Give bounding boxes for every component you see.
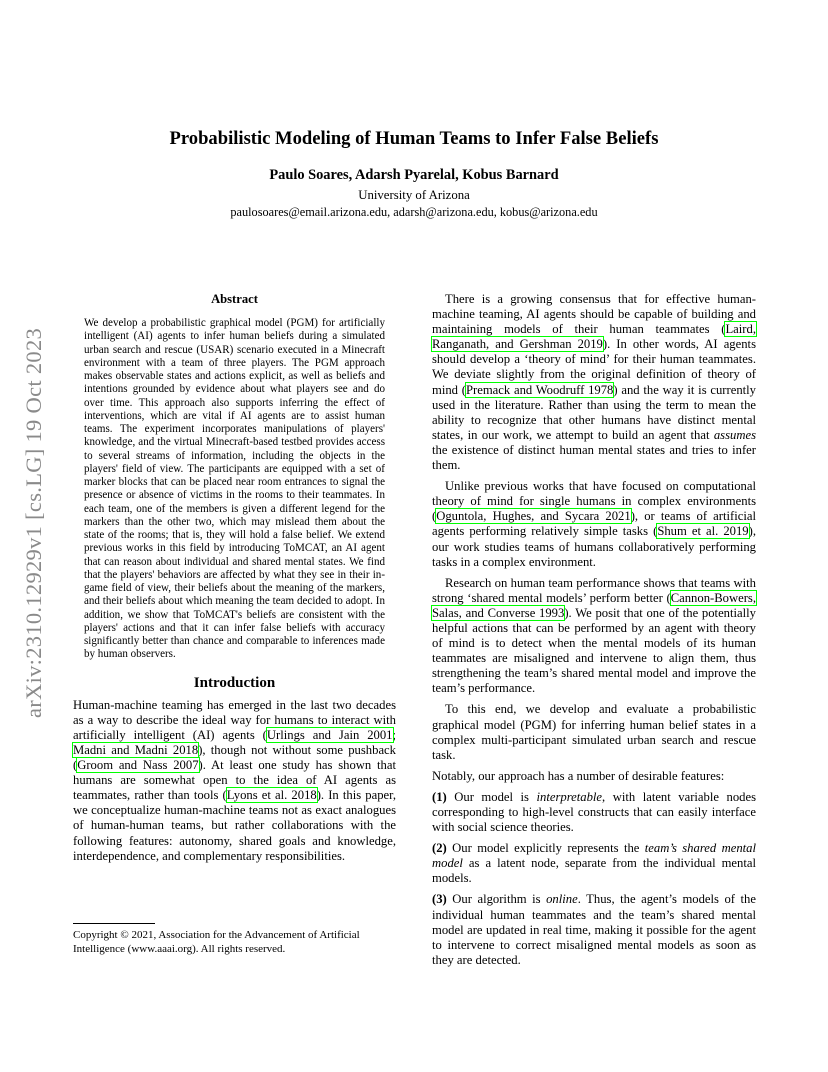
text-run: , with latent variable nodes corresponding to high-level constructs that can easily interface with social science theories. bbox=[432, 789, 756, 835]
text-run: There is a growing consensus that for effective human-machine teaming, AI agents should be capable of building and maintaining models of their human teammates ( bbox=[432, 292, 756, 337]
text-run: ). In this paper, we conceptualize human-machine teams not as exact analogues of human-human teams, but rather collaborations with the following features: autonomy, shared goals and knowledge, interdependence, and complementary responsibilities. bbox=[73, 788, 396, 863]
text-run: ). We posit that one of the potentially helpful actions that can be performed by an agent with theory of mind is to detect when the mental models of its human teammates are misaligned and intervene to align them, thus strengthening the team’s shared mental model and improve the team’s performance. bbox=[432, 605, 756, 696]
text-run: Our model explicitly represents the bbox=[446, 841, 645, 856]
feature-item-3 bbox=[432, 892, 756, 967]
emphasis-text: team’s shared mental model bbox=[432, 841, 756, 871]
body-paragraph: To this end, we develop and evaluate a probabilistic graphical model (PGM) for inferring human belief states in a complex multi-participant simulated urban search and rescue task. bbox=[432, 702, 756, 762]
citation-link[interactable]: Cannon-Bowers, Salas, and Converse 1993 bbox=[432, 590, 756, 620]
right-column bbox=[432, 292, 756, 968]
abstract-text: We develop a probabilistic graphical model (PGM) for artificially intelligent (AI) agents to infer human beliefs during a simulated urban search and rescue (USAR) scenario executed in a Minecraft environment with a team of three players. The PGM approach makes observable states and actions explicit, as well as beliefs and intentions grounded by evidence about what players see and do over time. This approach also supports inferring the effect of interventions, which are vital if AI agents are to assist human teams. The experiment incorporates manipulations of players' knowledge, and the virtual Minecraft-based testbed provides access to several streams of information, including the objects in the players' field of view. The participants are equipped with a set of marker blocks that can be placed near room entrances to signal the presence or absence of victims in the rooms to their teammates. In each team, one of the members is given a different legend for the markers than the other two, which may mislead them about the state of the rooms; that is, they will hold a false belief. We extend previous works in this field by introducing ToMCAT, an AI agent that can reason about individual and shared mental states. We find that the players' behaviors are affected by what they see in their in-game field of view, their beliefs about the meaning of the markers, and their beliefs about which meaning the team decided to adopt. In addition, we show that ToMCAT's beliefs are consistent with the players' actions and that it can infer false beliefs with accuracy significantly better than chance and comparable to inferences made by human observers. bbox=[84, 317, 385, 661]
text-run: . Thus, the agent’s models of the individual human teammates and the team’s shared mental model are updated in real time, making it possible for the agent to intervene to correct misaligned mental models as soon as they are detected. bbox=[432, 892, 756, 967]
arxiv-identifier-text: arXiv:2310.12929v1 [cs.LG] 19 Oct 2023 bbox=[21, 327, 46, 719]
text-run: Unlike previous works that have focused on computational theory of mind for single humans in complex environments ( bbox=[432, 479, 756, 524]
citation-link[interactable]: Oguntola, Hughes, and Sycara 2021 bbox=[436, 509, 631, 524]
citation-link[interactable]: Madni and Madni 2018 bbox=[73, 742, 199, 757]
citation-link[interactable]: Laird, Ranganath, and Gershman 2019 bbox=[432, 322, 756, 352]
feature-item-2 bbox=[432, 841, 756, 886]
text-run: Our algorithm is bbox=[446, 892, 547, 907]
feature-item-1 bbox=[432, 790, 756, 835]
copyright-text: Copyright © 2021, Association for the Advancement of Artificial Intelligence (www.aaai.org). All rights reserved. bbox=[73, 929, 360, 955]
paper-header bbox=[0, 128, 828, 220]
text-run: ), though not without some pushback ( bbox=[73, 742, 396, 773]
citation-link[interactable]: Lyons et al. 2018 bbox=[226, 788, 317, 803]
text-run: Human-machine teaming has emerged in the last two decades as a way to describe the ideal way for humans to interact with artificially intelligent (AI) agents ( bbox=[73, 697, 396, 742]
left-column bbox=[73, 292, 396, 864]
emphasis-text: interpretable bbox=[536, 789, 603, 804]
text-run: ), or teams of artificial agents performing relatively simple tasks ( bbox=[432, 509, 756, 539]
text-run: Research on human team performance shows that teams with strong ‘shared mental models’ perform better ( bbox=[432, 575, 756, 605]
text-run: ; bbox=[392, 727, 397, 742]
paper-authors: Paulo Soares, Adarsh Pyarelal, Kobus Barnard bbox=[269, 167, 559, 184]
text-run: as a latent node, separate from the individual mental models. bbox=[432, 856, 756, 886]
author-affiliation: University of Arizona bbox=[358, 188, 470, 203]
text-run: ) and the way it is currently used in the literature. Rather than using the term to mean the ability to recognize that other humans have distinct mental states, in our work, we attempt to build an agent that bbox=[432, 382, 757, 442]
citation-link[interactable]: Groom and Nass 2007 bbox=[77, 758, 199, 773]
body-paragraph bbox=[432, 576, 756, 697]
citation-link[interactable]: Urlings and Jain 2001 bbox=[266, 727, 393, 742]
body-paragraph bbox=[432, 479, 756, 570]
feature-number: (1) bbox=[432, 789, 447, 804]
copyright-notice bbox=[73, 923, 403, 956]
emphasis-text: online bbox=[546, 892, 578, 907]
author-emails: paulosoares@email.arizona.edu, adarsh@arizona.edu, kobus@arizona.edu bbox=[230, 204, 598, 219]
abstract-heading: Abstract bbox=[211, 292, 258, 306]
citation-link[interactable]: Premack and Woodruff 1978 bbox=[465, 382, 614, 397]
body-paragraph bbox=[432, 292, 756, 473]
text-run: the existence of distinct human mental states and tries to infer them. bbox=[432, 442, 756, 473]
text-run: Our model is bbox=[446, 789, 537, 804]
emphasis-text: assumes bbox=[713, 427, 756, 442]
text-run: ). At least one study has shown that humans are somewhat open to the idea of AI agents as teammates, rather than tools ( bbox=[73, 758, 396, 803]
features-intro: Notably, our approach has a number of desirable features: bbox=[432, 768, 725, 783]
text-run: ), our work studies teams of humans collaboratively performing tasks in a complex environment. bbox=[432, 524, 757, 569]
feature-number: (3) bbox=[432, 892, 447, 907]
citation-link[interactable]: Shum et al. 2019 bbox=[657, 524, 749, 539]
feature-number: (2) bbox=[432, 841, 447, 856]
paper-title: Probabilistic Modeling of Human Teams to Infer False Beliefs bbox=[169, 128, 659, 149]
text-run: ). In other words, AI agents should develop a ‘theory of mind’ for their human teammates. We deviate slightly from the original definition of theory of mind ( bbox=[432, 337, 756, 397]
arxiv-identifier-stamp bbox=[18, 288, 50, 758]
footnote-rule bbox=[73, 923, 155, 924]
introduction-heading: Introduction bbox=[193, 674, 276, 691]
introduction-paragraph bbox=[73, 698, 396, 864]
